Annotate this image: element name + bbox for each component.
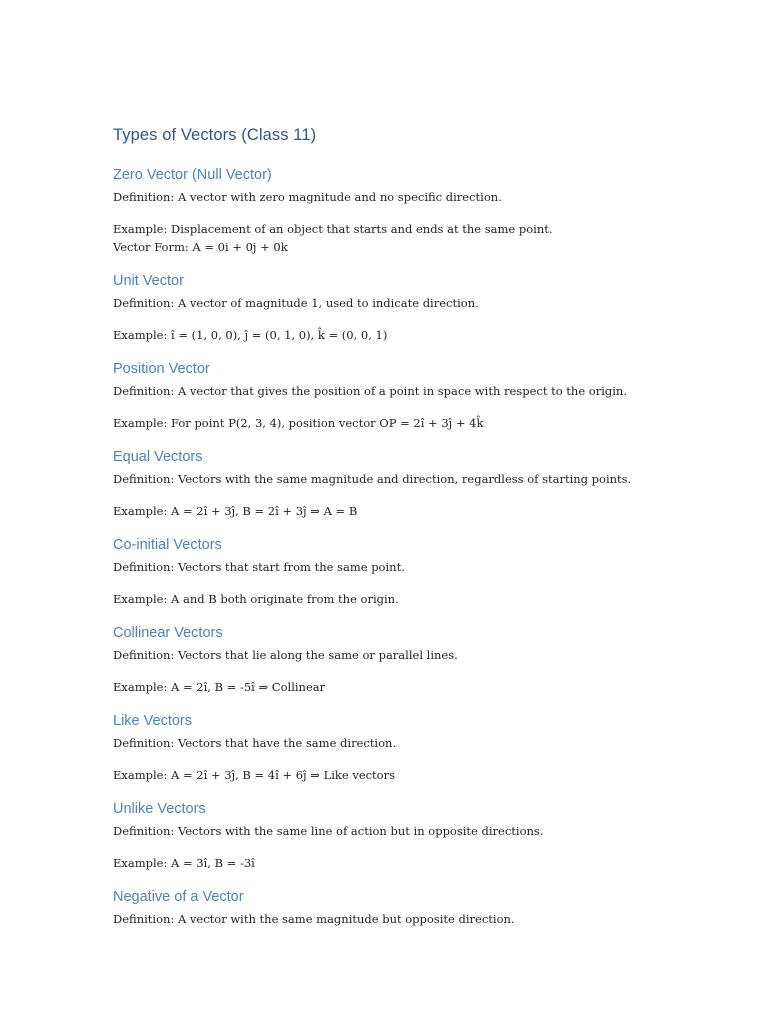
section-heading: Equal Vectors	[113, 449, 203, 465]
section-unit-vector	[113, 270, 713, 344]
section-heading: Collinear Vectors	[113, 625, 223, 641]
example-text: Example: î = (1, 0, 0), ĵ = (0, 1, 0), k̂ = (0, 0, 1)	[113, 328, 388, 342]
document-body	[113, 122, 713, 942]
section-heading: Co-initial Vectors	[113, 537, 222, 553]
section-position-vector	[113, 358, 713, 432]
example-text: Example: Displacement of an object that starts and ends at the same point.	[113, 222, 553, 236]
section-collinear-vectors	[113, 622, 713, 696]
example-text: Example: A = 3î, B = -3î	[113, 856, 255, 870]
definition-text: Definition: Vectors that start from the same point.	[113, 560, 405, 574]
definition-text: Definition: A vector with the same magnitude but opposite direction.	[113, 912, 515, 926]
example-text: Example: A = 2î + 3ĵ, B = 4î + 6ĵ ⇒ Like vectors	[113, 768, 396, 782]
section-zero-vector	[113, 164, 713, 256]
example-text: Example: A = 2î + 3ĵ, B = 2î + 3ĵ ⇒ A = B	[113, 504, 358, 518]
section-co-initial-vectors	[113, 534, 713, 608]
section-equal-vectors	[113, 446, 713, 520]
section-heading: Unlike Vectors	[113, 801, 206, 817]
section-heading: Negative of a Vector	[113, 889, 244, 905]
document-title: Types of Vectors (Class 11)	[113, 126, 317, 144]
section-heading: Like Vectors	[113, 713, 192, 729]
section-like-vectors	[113, 710, 713, 784]
section-unlike-vectors	[113, 798, 713, 872]
definition-text: Definition: Vectors with the same magnitude and direction, regardless of starting points.	[113, 472, 632, 486]
section-heading: Zero Vector (Null Vector)	[113, 167, 272, 183]
definition-text: Definition: Vectors that have the same direction.	[113, 736, 397, 750]
section-negative-vector	[113, 886, 713, 928]
definition-text: Definition: A vector that gives the position of a point in space with respect to the origin.	[113, 384, 627, 398]
section-heading: Unit Vector	[113, 273, 184, 289]
definition-text: Definition: Vectors that lie along the same or parallel lines.	[113, 648, 458, 662]
definition-text: Definition: A vector of magnitude 1, used to indicate direction.	[113, 296, 479, 310]
vector-form-text: Vector Form: A = 0i + 0j + 0k	[113, 240, 288, 254]
definition-text: Definition: A vector with zero magnitude and no specific direction.	[113, 190, 502, 204]
example-text: Example: For point P(2, 3, 4), position vector OP = 2î + 3ĵ + 4k̂	[113, 416, 484, 430]
example-text: Example: A and B both originate from the origin.	[113, 592, 399, 606]
definition-text: Definition: Vectors with the same line of action but in opposite directions.	[113, 824, 544, 838]
example-text: Example: A = 2î, B = -5î ⇒ Collinear	[113, 680, 326, 694]
section-heading: Position Vector	[113, 361, 210, 377]
